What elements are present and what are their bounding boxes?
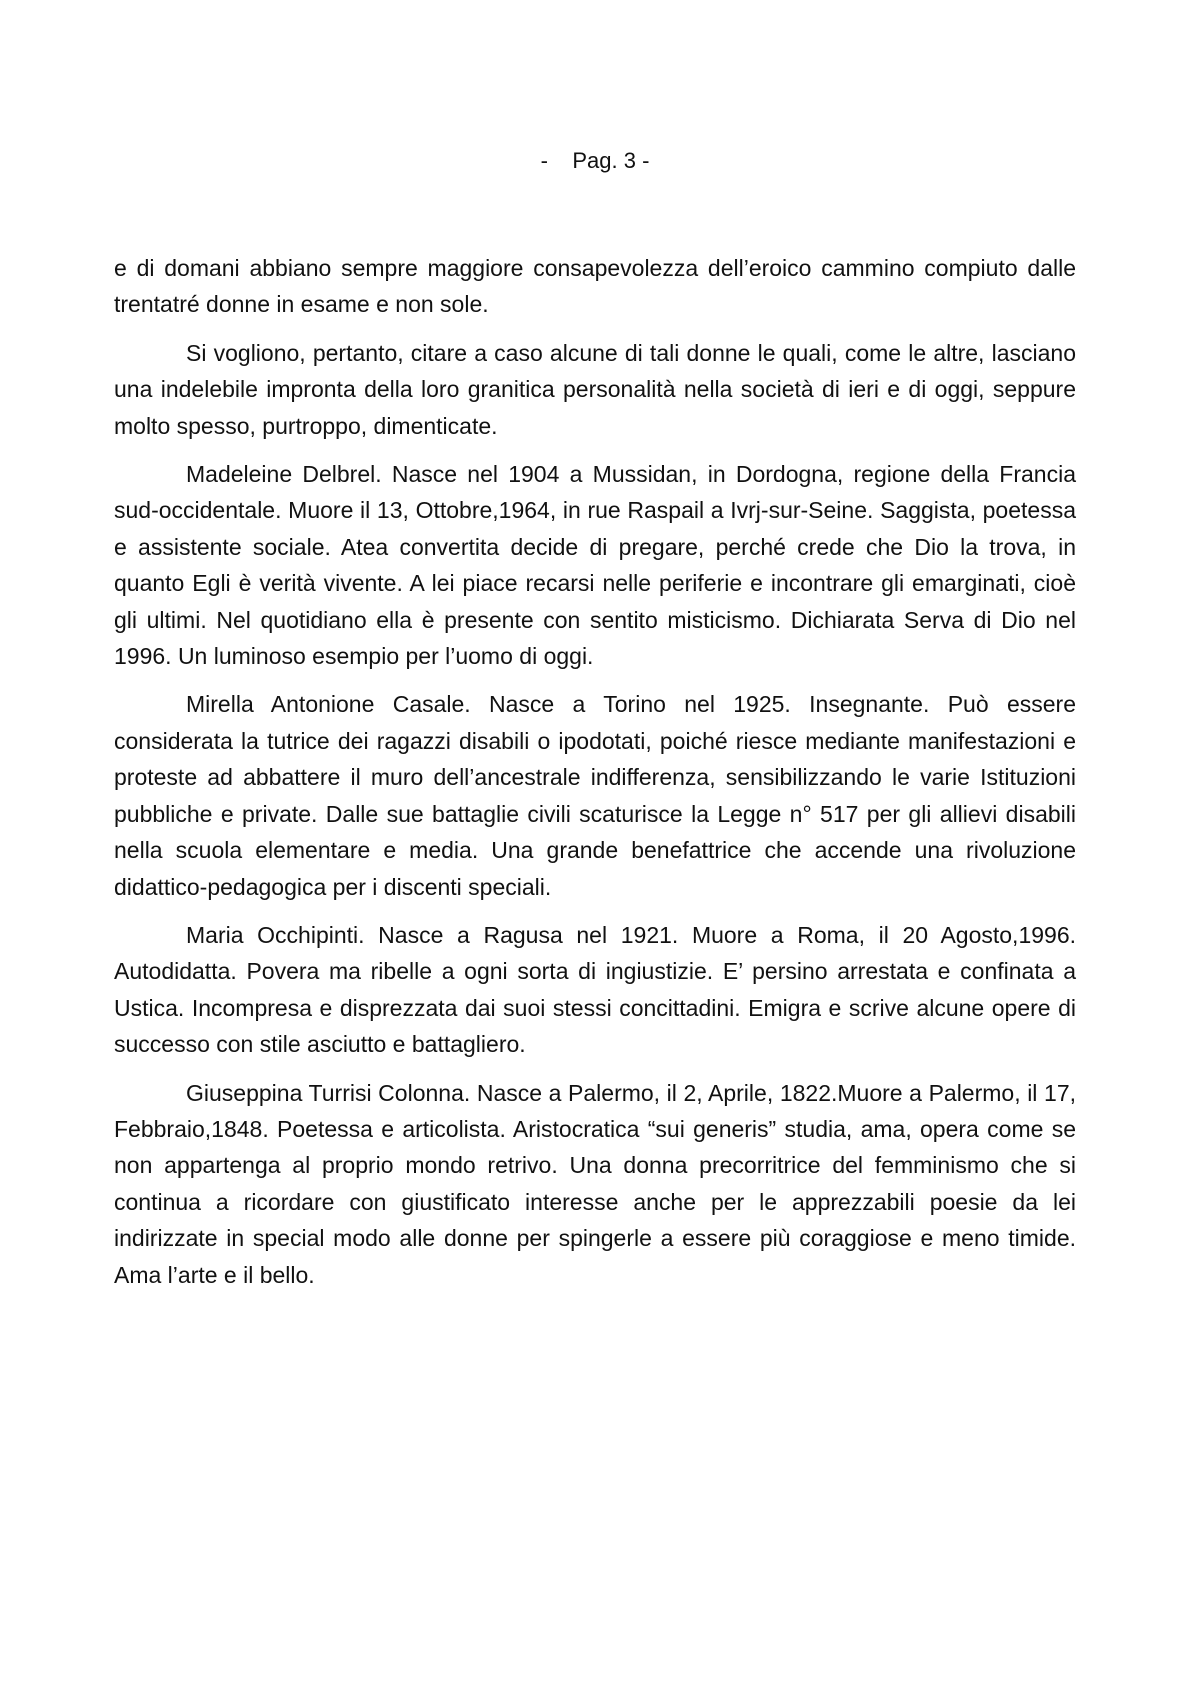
paragraph-maria-occhipinti: Maria Occhipinti. Nasce a Ragusa nel 1921. Muore a Roma, il 20 Agosto,1996. Autodidatta. Povera ma ribelle a ogni sorta di ingiustizie. E’ persino arrestata e confinata a Ustica. Incompresa e disprezzata dai suoi stessi concittadini. Emigra e scrive alcune opere di successo con stile asciutto e battagliero. (114, 921, 1076, 1058)
paragraph-madeleine-delbrel: Madeleine Delbrel. Nasce nel 1904 a Mussidan, in Dordogna, regione della Francia sud-occidentale. Muore il 13, Ottobre,1964, in rue Raspail a Ivrj-sur-Seine. Saggista, poetessa e assistente sociale. Atea convertita decide di pregare, perché crede che Dio la trova, in quanto Egli è verità vivente. A lei piace recarsi nelle periferie e incontrare gli emarginati, cioè gli ultimi. Nel quotidiano ella è presente con sentito misticismo. Dichiarata Serva di Dio nel 1996. Un luminoso esempio per l’uomo di oggi. (114, 461, 1076, 670)
document-body (114, 250, 1076, 1305)
paragraph-giuseppina-turrisi-colonna: Giuseppina Turrisi Colonna. Nasce a Palermo, il 2, Aprile, 1822.Muore a Palermo, il 17, Febbraio,1848. Poetessa e articolista. Aristocratica “sui generis” studia, ama, opera come se non appartenga al proprio mondo retrivo. Una donna precorritrice del femminismo che si continua a ricordare con giustificato interesse anche per le apprezzabili poesie da lei indirizzate in special modo alle donne per spingerle a essere più coraggiose e meno timide. Ama l’arte e il bello. (114, 1079, 1076, 1288)
paragraph-continuation: e di domani abbiano sempre maggiore consapevolezza dell’eroico cammino compiuto dalle trentatré donne in esame e non sole. (114, 255, 1076, 318)
paragraph-introduction: Si vogliono, pertanto, citare a caso alcune di tali donne le quali, come le altre, lasciano una indelebile impronta della loro granitica personalità nella società di ieri e di oggi, seppure molto spesso, purtroppo, dimenticate. (114, 339, 1076, 439)
paragraph-mirella-antonione-casale: Mirella Antonione Casale. Nasce a Torino nel 1925. Insegnante. Può essere considerata la tutrice dei ragazzi disabili o ipodotati, poiché riesce mediante manifestazioni e proteste ad abbattere il muro dell’ancestrale indifferenza, sensibilizzando le varie Istituzioni pubbliche e private. Dalle sue battaglie civili scaturisce la Legge n° 517 per gli allievi disabili nella scuola elementare e media. Una grande benefattrice che accende una rivoluzione didattico-pedagogica per i discenti speciali. (114, 691, 1076, 900)
page-number-header: - Pag. 3 - (540, 148, 650, 173)
